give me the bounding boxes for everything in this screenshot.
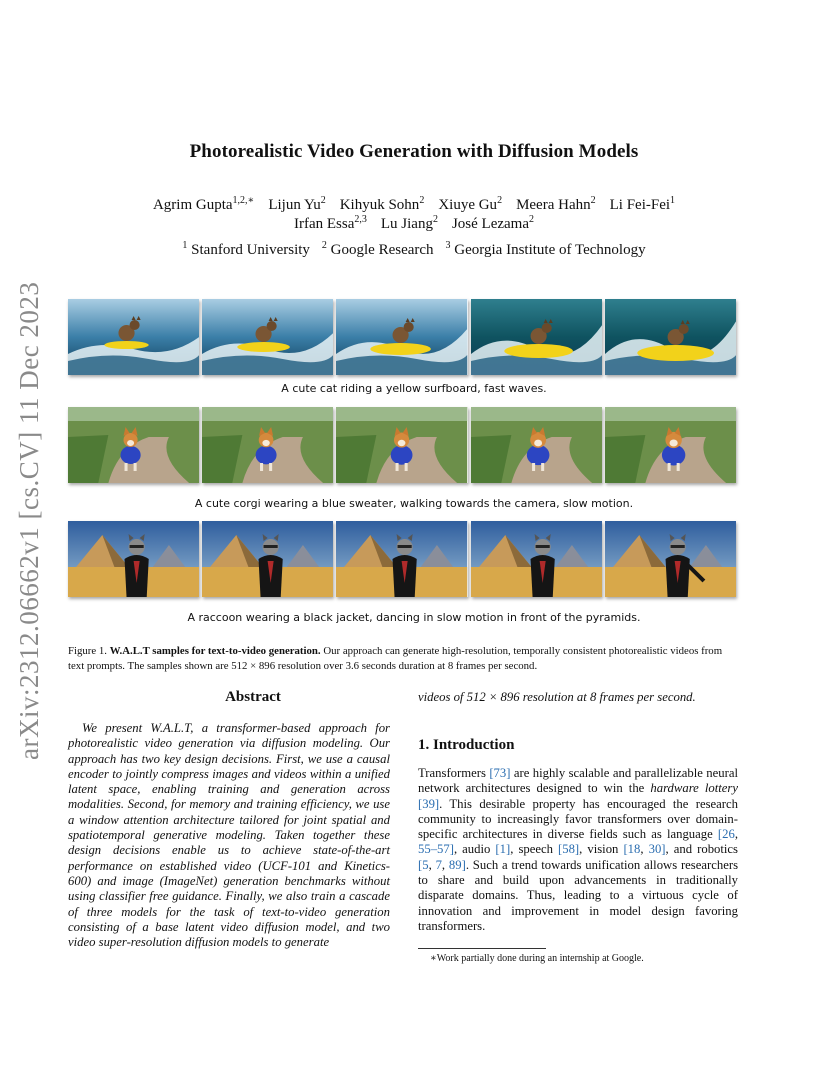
citation[interactable]: [18	[623, 842, 641, 857]
raccoon-video-frame	[336, 521, 467, 597]
figure-caption-cat: A cute cat riding a yellow surfboard, fast waves.	[281, 382, 547, 395]
introduction-heading: 1. Introduction	[418, 737, 515, 753]
cat-video-frame	[68, 299, 199, 375]
citation[interactable]: [5	[418, 857, 429, 872]
figure-row-cat	[68, 299, 736, 375]
affiliation: $^1$ Stanford University	[182, 240, 310, 258]
figure-label: Figure 1.	[68, 645, 107, 657]
corgi-video-frame	[336, 407, 467, 483]
cat-video-frame	[471, 299, 602, 375]
figure-row-raccoon	[68, 521, 736, 597]
raccoon-video-frame	[202, 521, 333, 597]
figure-row-corgi	[68, 407, 736, 483]
affiliations	[0, 240, 828, 259]
cat-video-frame	[336, 299, 467, 375]
author-name: Irfan Essa$^{2,3}$	[293, 214, 367, 232]
authors-line-2	[0, 214, 828, 233]
author-name: Li Fei-Fei$^1$	[609, 195, 676, 213]
author-name: Lijun Yu$^2$	[268, 195, 326, 213]
citation[interactable]: 55–57]	[418, 842, 454, 857]
cat-video-frame	[202, 299, 333, 375]
paper-title: Photorealistic Video Generation with Diffusion Models	[189, 141, 639, 162]
abstract-heading: Abstract	[225, 689, 281, 705]
footnote-rule	[418, 948, 546, 949]
author-name: Agrim Gupta$^{1,2,∗}$	[152, 195, 255, 213]
citation[interactable]: [58]	[558, 842, 580, 857]
figure-caption	[68, 644, 740, 674]
figure-caption-bold: W.A.L.T samples for text-to-video generation.	[109, 645, 321, 657]
raccoon-video-frame	[68, 521, 199, 597]
cat-video-frame	[605, 299, 736, 375]
corgi-video-frame	[202, 407, 333, 483]
affiliation: $^2$ Google Research	[321, 240, 434, 258]
author-name: Meera Hahn$^2$	[516, 195, 596, 213]
arxiv-stamp: arXiv:2312.06662v1 [cs.CV] 11 Dec 2023	[14, 281, 44, 760]
citation[interactable]: [26	[717, 827, 735, 842]
citation[interactable]: 89]	[448, 857, 466, 872]
citation[interactable]: [39]	[418, 796, 440, 811]
corgi-video-frame	[605, 407, 736, 483]
author-name: Xiuye Gu$^2$	[438, 195, 503, 213]
figure-caption-raccoon: A raccoon wearing a black jacket, dancing in slow motion in front of the pyramids.	[187, 611, 641, 624]
raccoon-video-frame	[471, 521, 602, 597]
corgi-video-frame	[68, 407, 199, 483]
author-name: Lu Jiang$^2$	[380, 214, 438, 232]
abstract-continuation: videos of 512 × 896 resolution at 8 frames per second.	[418, 690, 696, 704]
abstract-text: We present W.A.L.T, a transformer-based approach for photorealistic video generation via diffusion modeling. Our approach has two key design decisions. First, we use a causal encoder to jointly compress images and videos within a unified latent space, enabling training and generation across modalities. Second, for memory and training efficiency, we use a window attention architecture tailored for joint spatial and spatiotemporal generative modeling. Taken together these design decisions enable us to achieve state-of-the-art performance on established video (UCF-101 and Kinetics-600) and image (ImageNet) generation benchmarks without using classifier free guidance. Finally, we also train a cascade of three models for the task of text-to-video generation consisting of a base latent video diffusion model, and two video super-resolution diffusion models to generate	[68, 721, 390, 950]
author-name: Kihyuk Sohn$^2$	[339, 195, 425, 213]
affiliation: $^3$ Georgia Institute of Technology	[445, 240, 646, 258]
citation[interactable]: [1]	[495, 842, 511, 857]
citation[interactable]: 7	[435, 857, 442, 872]
authors-line-1	[0, 195, 828, 214]
footnote: ∗Work partially done during an internship at Google.	[430, 953, 644, 964]
corgi-video-frame	[471, 407, 602, 483]
citation[interactable]: [73]	[489, 766, 511, 780]
citation[interactable]: 30]	[648, 842, 666, 857]
figure-caption-text: Our approach can generate high-resolution, temporally consistent photorealistic videos from text prompts. The samples shown are 512 × 896 resolution over 3.6 seconds duration at 8 frames per second.	[68, 645, 723, 672]
raccoon-video-frame	[605, 521, 736, 597]
introduction-text: Transformers [73] are highly scalable and parallelizable neural network architectures designed to win the hardware lottery [39]. This desirable property has encouraged the research community to increasingly favor transformers over domain-specific architectures in diverse fields such as language [26, 55–57], audio [1], speech [58], vision [18, 30], and robotics [5, 7, 89]. Such a trend towards unification allows researchers to share and build upon advancements in traditionally disparate domains. Thus, leading to a virtuous cycle of innovation and improvement in model design favoring transformers.	[418, 766, 739, 933]
figure-caption-corgi: A cute corgi wearing a blue sweater, walking towards the camera, slow motion.	[194, 497, 634, 510]
author-name: José Lezama$^2$	[451, 214, 534, 232]
